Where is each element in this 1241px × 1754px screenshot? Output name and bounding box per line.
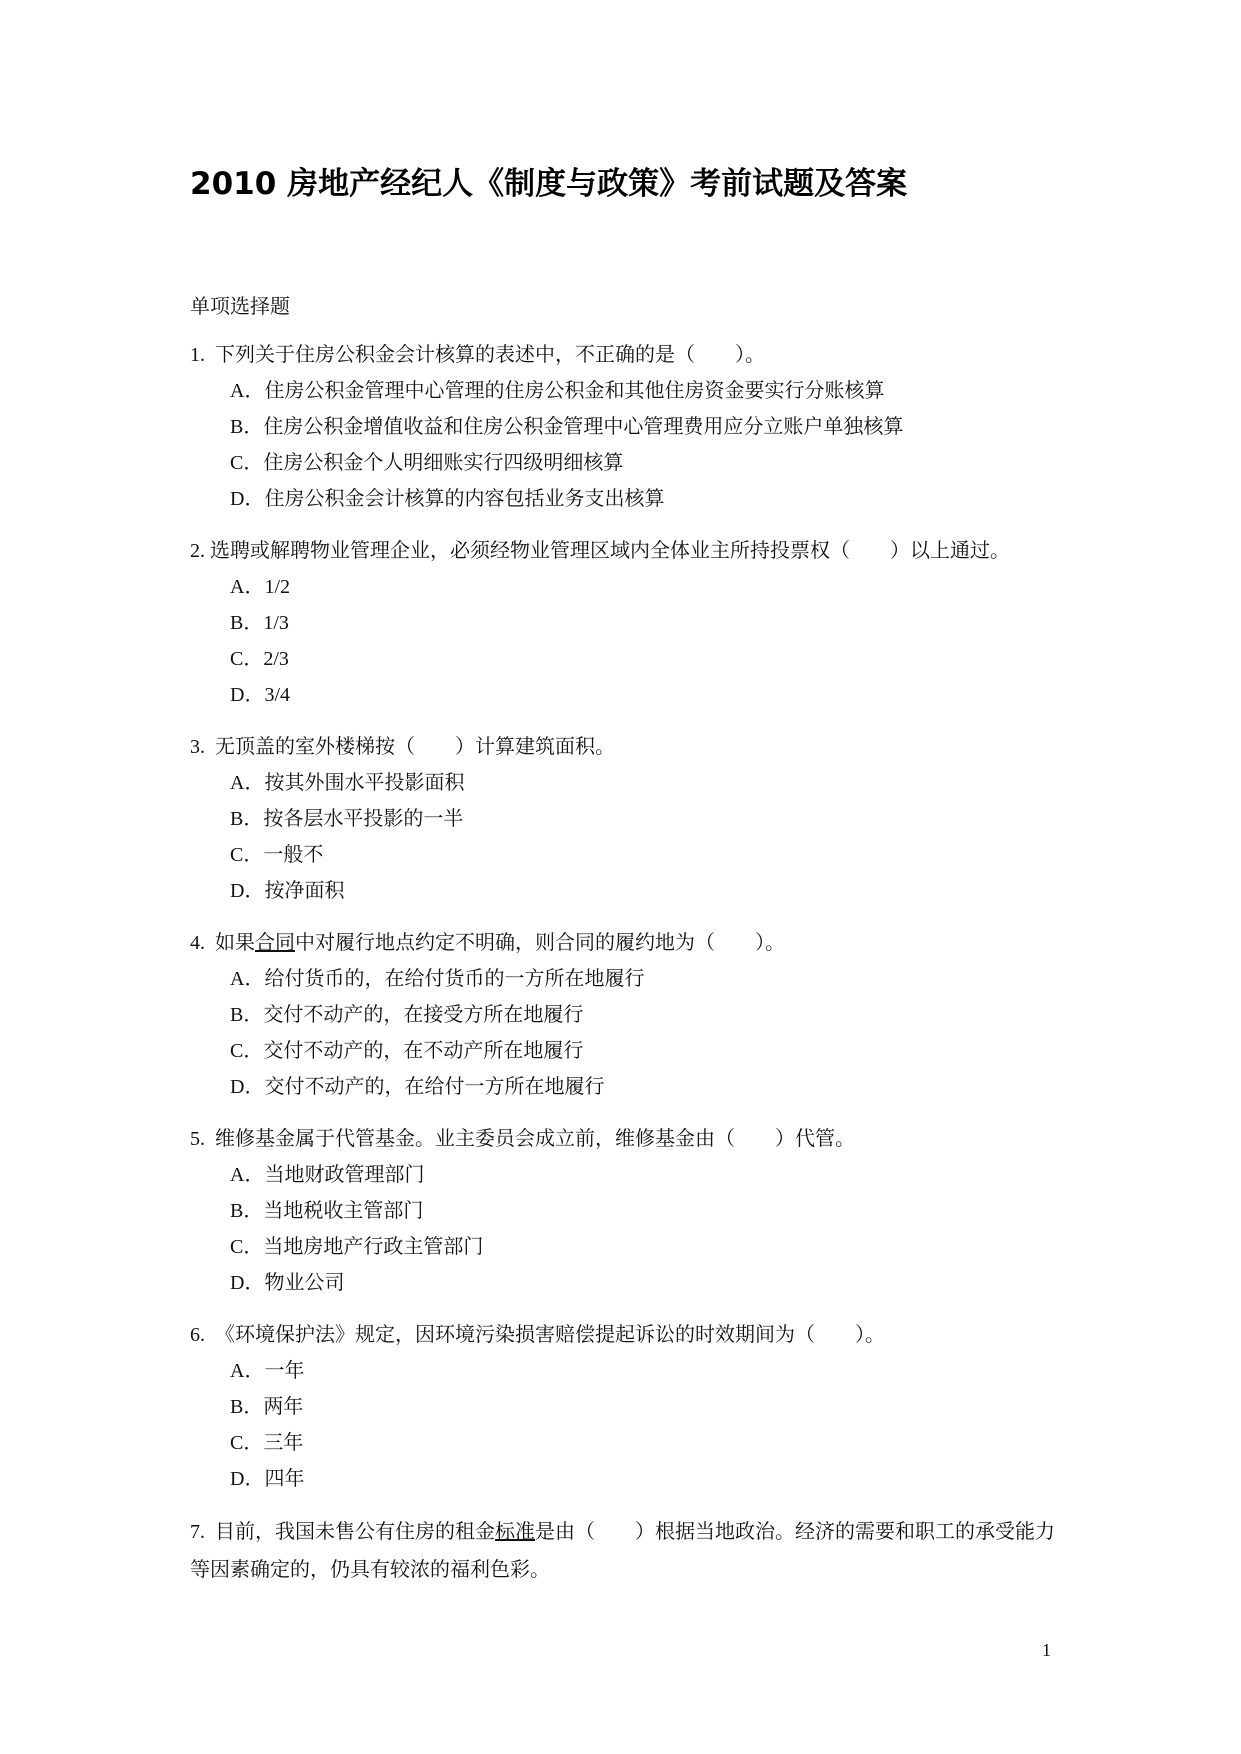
question-stem: [190, 1317, 1090, 1353]
standard-link[interactable]: 标准: [495, 1521, 535, 1543]
question-stem: [190, 533, 1090, 569]
option-b: B．住房公积金增值收益和住房公积金管理中心管理费用应分立账户单独核算: [230, 416, 904, 438]
option-a: A．1/2: [230, 576, 290, 598]
question-stem: [190, 925, 1090, 961]
question-2: [190, 533, 1090, 713]
option-d: D．3/4: [230, 684, 290, 706]
question-5: [190, 1121, 1090, 1301]
option-c: C．2/3: [230, 648, 289, 670]
question-number: 5.: [190, 1128, 205, 1150]
question-text: 无顶盖的室外楼梯按（ ）计算建筑面积。: [215, 736, 615, 758]
option-c: C．一般不: [230, 844, 324, 866]
question-text: 选聘或解聘物业管理企业，必须经物业管理区域内全体业主所持投票权（ ）以上通过。: [210, 540, 1010, 562]
option-b: B．交付不动产的，在接受方所在地履行: [230, 1004, 584, 1026]
question-number: 6.: [190, 1324, 205, 1346]
question-4: [190, 925, 1090, 1105]
question-text: 维修基金属于代管基金。业主委员会成立前，维修基金由（ ）代管。: [215, 1128, 855, 1150]
option-c: C．当地房地产行政主管部门: [230, 1236, 484, 1258]
question-3: [190, 729, 1090, 909]
option-a: A．给付货币的，在给付货币的一方所在地履行: [230, 968, 645, 990]
page-title: 2010 房地产经纪人《制度与政策》考前试题及答案: [190, 166, 908, 202]
question-text-pre: 如果: [215, 932, 255, 954]
question-number: 1.: [190, 344, 205, 366]
option-d: D．物业公司: [230, 1272, 345, 1294]
option-d: D．交付不动产的，在给付一方所在地履行: [230, 1076, 605, 1098]
option-a: A．一年: [230, 1360, 305, 1382]
option-d: D．住房公积金会计核算的内容包括业务支出核算: [230, 488, 665, 510]
option-b: B．当地税收主管部门: [230, 1200, 424, 1222]
question-7: [190, 1513, 1090, 1589]
question-6: [190, 1317, 1090, 1497]
question-stem: [190, 1121, 1090, 1157]
question-stem: [190, 729, 1090, 765]
question-text-pre: 目前，我国未售公有住房的租金: [215, 1521, 495, 1543]
question-list: [190, 337, 1090, 1605]
option-d: D．按净面积: [230, 880, 345, 902]
option-a: A．按其外围水平投影面积: [230, 772, 465, 794]
question-stem: [190, 1513, 1070, 1589]
option-c: C．三年: [230, 1432, 304, 1454]
option-b: B．1/3: [230, 612, 289, 634]
question-stem: [190, 337, 1090, 373]
question-text: 下列关于住房公积金会计核算的表述中，不正确的是（ ）。: [215, 344, 765, 366]
option-a: A．当地财政管理部门: [230, 1164, 425, 1186]
section-heading: 单项选择题: [190, 296, 290, 318]
option-b: B．两年: [230, 1396, 304, 1418]
question-1: [190, 337, 1090, 517]
option-c: C．交付不动产的，在不动产所在地履行: [230, 1040, 584, 1062]
question-number: 2.: [190, 540, 205, 562]
question-number: 4.: [190, 932, 205, 954]
question-number: 7.: [190, 1521, 205, 1543]
question-text-post: 是由（ ）根据当地政治。经济的需要和职工的承受能力等因素确定的，仍具有较浓的福利色彩。: [190, 1521, 1055, 1581]
question-number: 3.: [190, 736, 205, 758]
option-b: B．按各层水平投影的一半: [230, 808, 464, 830]
option-c: C．住房公积金个人明细账实行四级明细核算: [230, 452, 624, 474]
option-a: A．住房公积金管理中心管理的住房公积金和其他住房资金要实行分账核算: [230, 380, 885, 402]
question-text: 《环境保护法》规定，因环境污染损害赔偿提起诉讼的时效期间为（ ）。: [215, 1324, 885, 1346]
page-number: 1: [1042, 1640, 1051, 1660]
contract-link[interactable]: 合同: [255, 932, 295, 954]
question-text-post: 中对履行地点约定不明确，则合同的履约地为（ ）。: [295, 932, 785, 954]
option-d: D．四年: [230, 1468, 305, 1490]
